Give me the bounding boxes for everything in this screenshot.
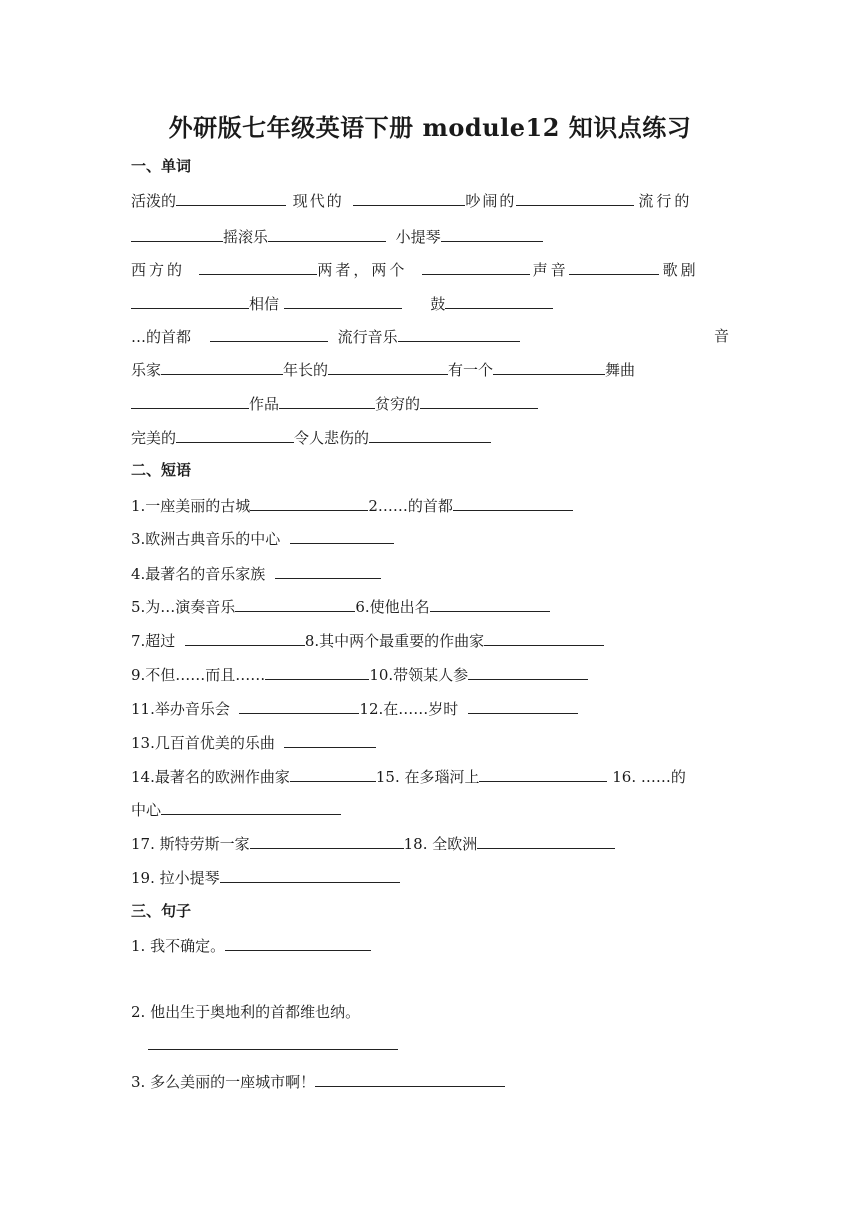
word-label: 鼓 xyxy=(430,295,446,313)
word-label: 吵闹的 xyxy=(465,192,517,210)
word-label: 歌剧 xyxy=(662,261,699,279)
word-line-4 xyxy=(131,293,553,314)
word-label: 贫穷的 xyxy=(375,395,421,413)
word-line-1 xyxy=(131,190,731,211)
word-label: 音 xyxy=(713,327,729,345)
phrase-line xyxy=(131,630,604,651)
answer-blank[interactable] xyxy=(516,190,634,206)
word-line-5 xyxy=(131,326,729,347)
phrase-line xyxy=(131,833,615,854)
phrase-line xyxy=(131,563,381,584)
phrase-line xyxy=(131,766,686,787)
answer-blank[interactable] xyxy=(284,732,376,748)
phrase-label: 18. 全欧洲 xyxy=(403,835,478,853)
answer-blank[interactable] xyxy=(468,698,578,714)
phrase-label: 15. 在多瑙河上 xyxy=(375,768,480,786)
phrase-label: 13.几百首优美的乐曲 xyxy=(131,734,275,752)
word-label: 小提琴 xyxy=(395,228,441,246)
phrase-label: 4.最著名的音乐家族 xyxy=(131,565,266,583)
answer-blank[interactable] xyxy=(161,799,341,815)
answer-blank[interactable] xyxy=(131,393,249,409)
phrase-label: 2……的首都 xyxy=(368,497,453,515)
answer-blank[interactable] xyxy=(445,293,553,309)
phrase-label: 19. 拉小提琴 xyxy=(131,869,220,887)
answer-blank[interactable] xyxy=(493,359,605,375)
word-label: 摇滚乐 xyxy=(223,228,269,246)
answer-blank[interactable] xyxy=(479,766,607,782)
answer-blank[interactable] xyxy=(239,698,359,714)
phrase-label: 中心 xyxy=(131,801,162,819)
sentence-line xyxy=(131,935,371,956)
phrase-line xyxy=(131,596,550,617)
answer-blank[interactable] xyxy=(290,528,394,544)
phrase-label: 7.超过 xyxy=(131,632,176,650)
answer-blank[interactable] xyxy=(290,766,376,782)
phrase-label: 5.为…演奏音乐 xyxy=(131,598,236,616)
phrase-label: 9.不但……而且…… xyxy=(131,666,266,684)
phrase-label: 8.其中两个最重要的作曲家 xyxy=(304,632,485,650)
phrase-label: 17. 斯特劳斯一家 xyxy=(131,835,250,853)
phrase-label: 11.举办音乐会 xyxy=(131,700,230,718)
answer-blank[interactable] xyxy=(484,630,604,646)
word-line-3 xyxy=(131,259,699,280)
answer-blank[interactable] xyxy=(441,226,543,242)
phrase-label: 12.在……岁时 xyxy=(359,700,459,718)
answer-blank[interactable] xyxy=(220,867,400,883)
answer-blank[interactable] xyxy=(268,226,386,242)
answer-blank[interactable] xyxy=(185,630,305,646)
word-line-7 xyxy=(131,393,538,414)
word-line-2 xyxy=(131,226,543,247)
word-line-8 xyxy=(131,427,491,448)
answer-blank[interactable] xyxy=(161,359,283,375)
sentence-label: 2. 他出生于奥地利的首都维也纳。 xyxy=(131,1003,361,1021)
word-label: 西方的 xyxy=(131,261,186,279)
sentence-line xyxy=(131,1071,505,1092)
word-label: 有一个 xyxy=(448,361,494,379)
page-title: 外研版七年级英语下册 module12 知识点练习 xyxy=(168,113,692,142)
word-label: 流行的 xyxy=(638,192,693,210)
section-heading-sentences: 三、句子 xyxy=(131,902,192,920)
sentence-label: 3. 多么美丽的一座城市啊！ xyxy=(131,1073,316,1091)
phrase-label: 1.一座美丽的古城 xyxy=(131,497,251,515)
answer-blank[interactable] xyxy=(453,495,573,511)
answer-blank[interactable] xyxy=(353,190,465,206)
answer-blank[interactable] xyxy=(210,326,328,342)
answer-blank[interactable] xyxy=(199,259,317,275)
phrase-line xyxy=(131,495,573,516)
answer-blank[interactable] xyxy=(430,596,550,612)
answer-blank[interactable] xyxy=(148,1034,398,1050)
word-line-6 xyxy=(131,359,635,380)
answer-blank[interactable] xyxy=(315,1071,505,1087)
answer-blank[interactable] xyxy=(420,393,538,409)
phrase-line xyxy=(131,732,376,753)
section-heading-phrases: 二、短语 xyxy=(131,461,192,479)
answer-blank[interactable] xyxy=(284,293,402,309)
answer-blank[interactable] xyxy=(131,293,249,309)
answer-blank[interactable] xyxy=(328,359,448,375)
phrase-label: 6.使他出名 xyxy=(355,598,430,616)
answer-blank[interactable] xyxy=(176,190,286,206)
phrase-label: 10.带领某人参 xyxy=(369,666,469,684)
answer-blank[interactable] xyxy=(235,596,355,612)
answer-blank[interactable] xyxy=(279,393,375,409)
word-label: 乐家 xyxy=(131,361,162,379)
word-label: 活泼的 xyxy=(131,192,177,210)
answer-blank[interactable] xyxy=(477,833,615,849)
phrase-label: 3.欧洲古典音乐的中心 xyxy=(131,530,281,548)
word-label: 舞曲 xyxy=(605,361,636,379)
answer-blank[interactable] xyxy=(250,495,368,511)
word-label: 作品 xyxy=(249,395,280,413)
phrase-line xyxy=(131,528,394,549)
answer-blank[interactable] xyxy=(265,664,369,680)
word-label: 完美的 xyxy=(131,429,177,447)
answer-blank[interactable] xyxy=(422,259,530,275)
answer-blank[interactable] xyxy=(131,226,223,242)
answer-blank[interactable] xyxy=(398,326,520,342)
phrase-line xyxy=(131,799,341,820)
answer-blank[interactable] xyxy=(369,427,491,443)
answer-blank[interactable] xyxy=(569,259,659,275)
word-label: 声音 xyxy=(532,261,569,279)
phrase-line xyxy=(131,664,588,685)
phrase-line xyxy=(131,867,400,888)
answer-blank[interactable] xyxy=(225,935,371,951)
answer-blank[interactable] xyxy=(176,427,294,443)
answer-blank[interactable] xyxy=(468,664,588,680)
sentence-answer-line xyxy=(148,1034,398,1055)
phrase-label: 14.最著名的欧洲作曲家 xyxy=(131,768,290,786)
word-label: 年长的 xyxy=(283,361,329,379)
phrase-label: 16. ……的 xyxy=(612,768,686,786)
word-label: 两者，两个 xyxy=(317,261,408,279)
sentence-label: 1. 我不确定。 xyxy=(131,937,226,955)
word-label: 流行音乐 xyxy=(337,328,398,346)
answer-blank[interactable] xyxy=(275,563,381,579)
word-label: 现代的 xyxy=(292,192,344,210)
word-label: 相信 xyxy=(249,295,280,313)
answer-blank[interactable] xyxy=(250,833,404,849)
word-label: 令人悲伤的 xyxy=(294,429,370,447)
section-heading-words: 一、单词 xyxy=(131,157,192,175)
word-label: …的首都 xyxy=(131,328,192,346)
phrase-line xyxy=(131,698,578,719)
sentence-line xyxy=(131,1002,360,1022)
